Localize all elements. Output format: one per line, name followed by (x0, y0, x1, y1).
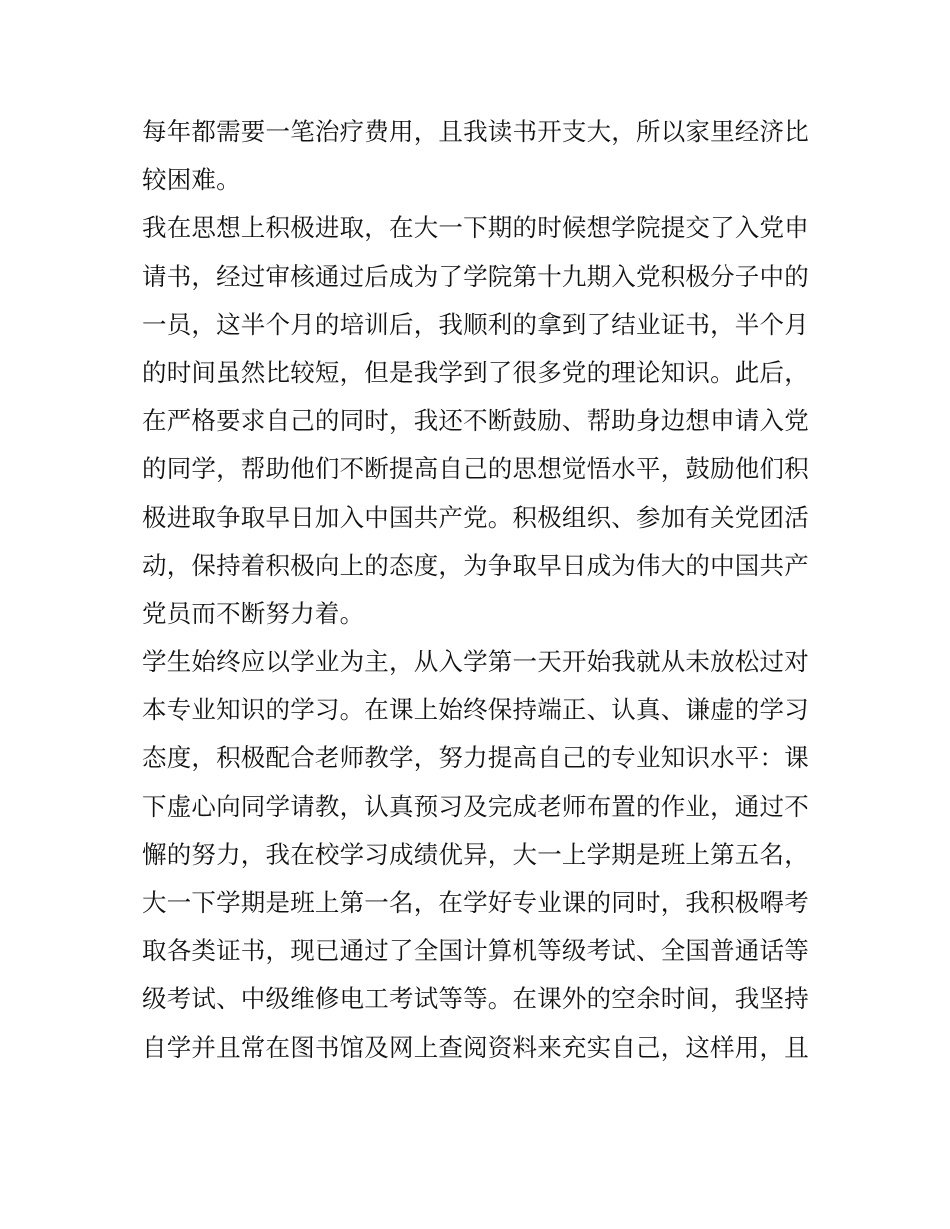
text-line: 动，保持着积极向上的态度，为争取早日成为伟大的中国共产 (142, 550, 809, 580)
text-line: 的同学，帮助他们不断提高自己的思想觉悟水平，鼓励他们积 (142, 454, 809, 484)
text-line: 取各类证书，现已通过了全国计算机等级考试、全国普通话等 (142, 936, 809, 966)
text-line: 级考试、中级维修电工考试等等。在课外的空余时间，我坚持 (142, 984, 809, 1014)
text-line: 懈的努力，我在校学习成绩优异，大一上学期是班上第五名， (142, 839, 809, 869)
text-line: 每年都需要一笔治疗费用，且我读书开支大，所以家里经济比 (142, 117, 809, 146)
text-line: 一员，这半个月的培训后，我顺利的拿到了结业证书，半个月 (142, 309, 809, 339)
text-line: 在严格要求自己的同时，我还不断鼓励、帮助身边想申请入党 (142, 406, 809, 436)
text-line: 党员而不断努力着。 (142, 598, 365, 628)
text-line: 较困难。 (142, 165, 241, 195)
text-line: 大一下学期是班上第一名，在学好专业课的同时，我积极嘚考 (142, 888, 809, 917)
text-line: 态度，积极配合老师教学，努力提高自己的专业知识水平：课 (142, 743, 809, 773)
text-line: 下虚心向同学请教，认真预习及完成老师布置的作业，通过不 (142, 791, 809, 821)
text-line: 的时间虽然比较短，但是我学到了很多党的理论知识。此后， (142, 357, 809, 387)
text-line: 我在思想上积极进取，在大一下期的时候想学院提交了入党申 (142, 213, 809, 243)
text-line: 极进取争取早日加入中国共产党。积极组织、参加有关党团活 (142, 502, 809, 532)
text-line: 本专业知识的学习。在课上始终保持端正、认真、谦虚的学习 (142, 695, 809, 725)
text-line: 请书，经过审核通过后成为了学院第十九期入党积极分子中的 (142, 261, 809, 291)
text-line: 学生始终应以学业为主，从入学第一天开始我就从未放松过对 (142, 647, 809, 677)
body-text (142, 108, 822, 1072)
text-line: 自学并且常在图书馆及网上查阅资料来充实自己，这样用，且 (142, 1032, 809, 1062)
